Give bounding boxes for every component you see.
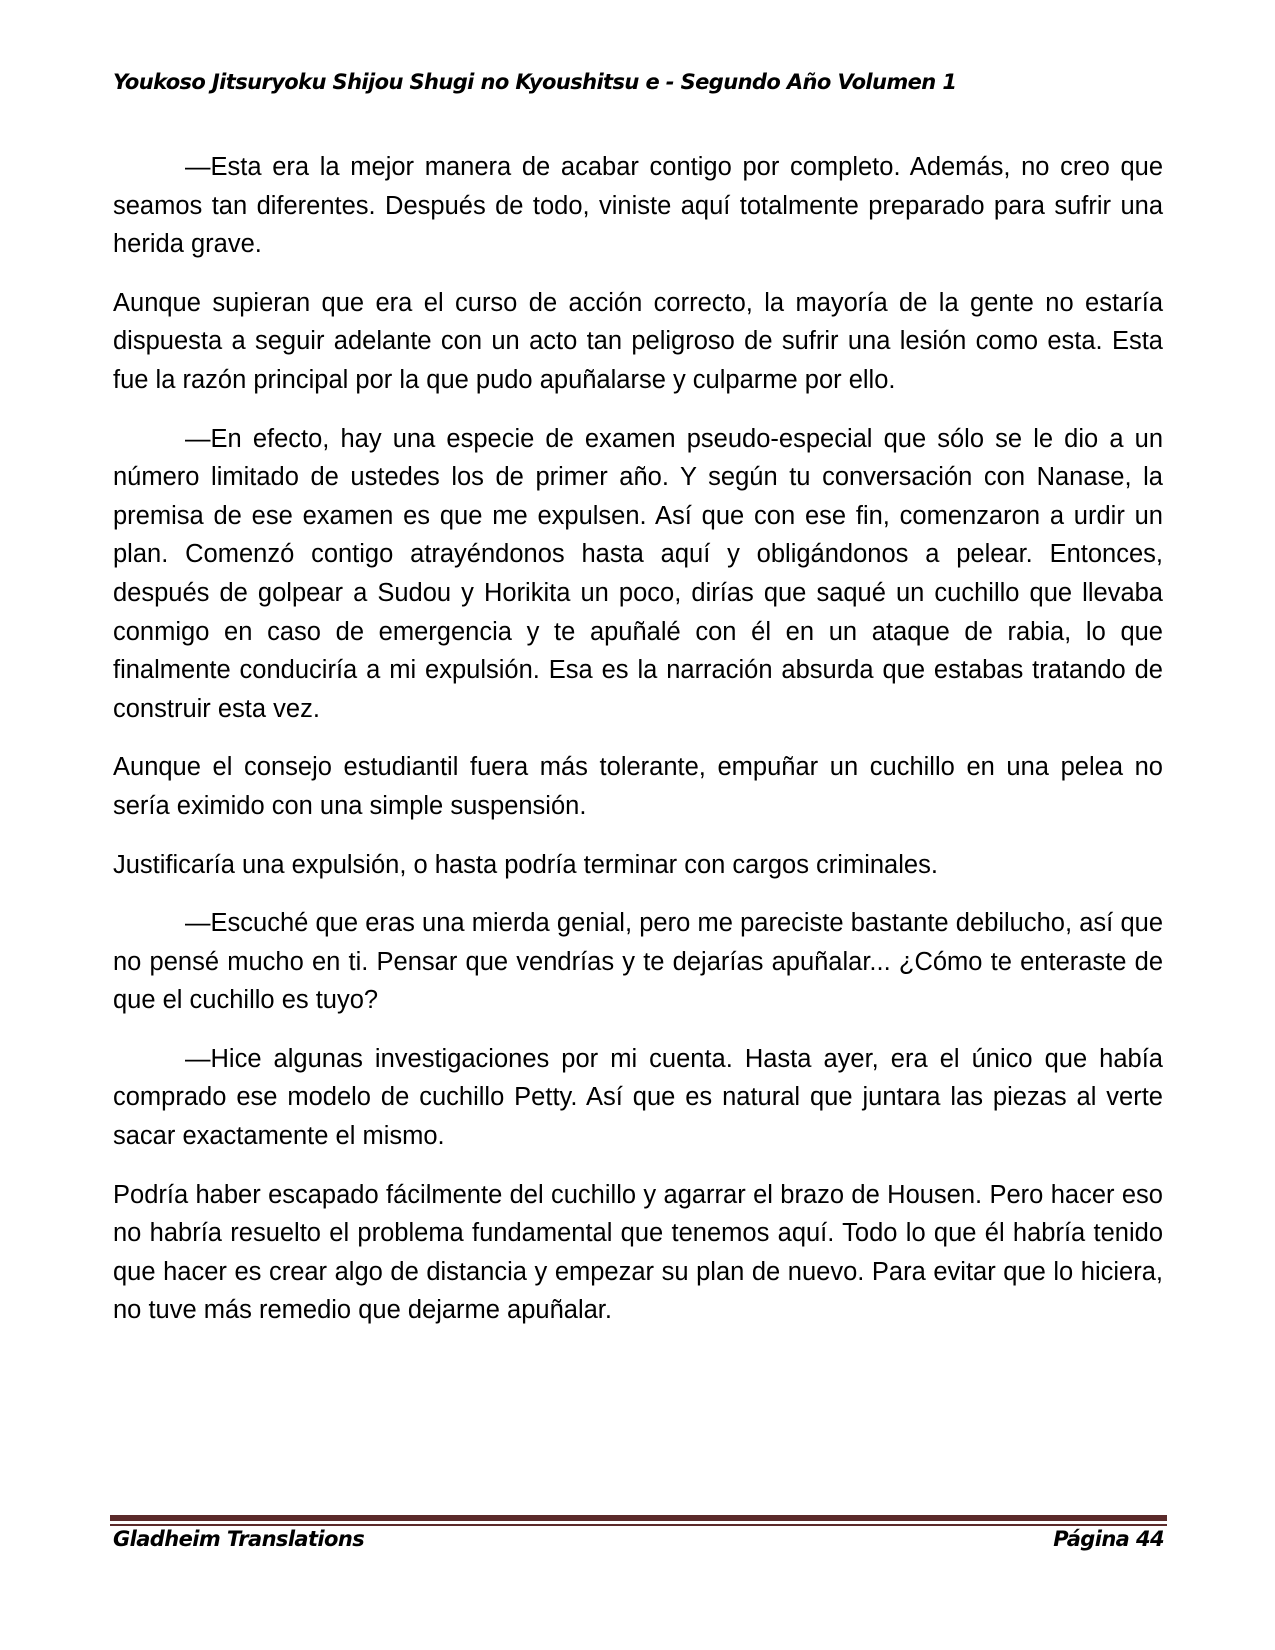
footer-divider-thick <box>110 1515 1167 1521</box>
paragraph: Aunque supieran que era el curso de acción correcto, la mayoría de la gente no estaría dispuesta a seguir adelante con un acto tan peligroso de sufrir una lesión como esta. Esta fue la razón principal por la que pudo apuñalarse y culparme por ello. <box>113 288 1163 394</box>
document-body <box>113 148 1163 1350</box>
paragraph: —Escuché que eras una mierda genial, pero me pareciste bastante debilucho, así que no pensé mucho en ti. Pensar que vendrías y te dejarías apuñalar... ¿Cómo te enteraste de que el cuchillo es tuyo? <box>113 909 1163 1015</box>
page-header-title: Youkoso Jitsuryoku Shijou Shugi no Kyoushitsu e - Segundo Año Volumen 1 <box>113 70 957 94</box>
footer-divider-thin <box>110 1524 1167 1526</box>
paragraph: Justificaría una expulsión, o hasta podría terminar con cargos criminales. <box>113 850 938 879</box>
paragraph: Aunque el consejo estudiantil fuera más tolerante, empuñar un cuchillo en una pelea no sería eximido con una simple suspensión. <box>113 753 1163 820</box>
paragraph: —Esta era la mejor manera de acabar contigo por completo. Además, no creo que seamos tan diferentes. Después de todo, viniste aquí totalmente preparado para sufrir una herida grave. <box>113 153 1163 259</box>
paragraph: Podría haber escapado fácilmente del cuchillo y agarrar el brazo de Housen. Pero hacer eso no habría resuelto el problema fundamental que tenemos aquí. Todo lo que él habría tenido que hacer es crear algo de distancia y empezar su plan de nuevo. Para evitar que lo hiciera, no tuve más remedio que dejarme apuñalar. <box>113 1180 1163 1325</box>
footer-translator-credit: Gladheim Translations <box>113 1527 365 1551</box>
page-number: Página 44 <box>1053 1527 1164 1551</box>
paragraph: —En efecto, hay una especie de examen pseudo-especial que sólo se le dio a un número limitado de ustedes los de primer año. Y según tu conversación con Nanase, la premisa de ese examen es que me expulsen. Así que con ese fin, comenzaron a urdir un plan. Comenzó contigo atrayéndonos hasta aquí y obligándonos a pelear. Entonces, después de golpear a Sudou y Horikita un poco, dirías que saqué un cuchillo que llevaba conmigo en caso de emergencia y te apuñalé con él en un ataque de rabia, lo que finalmente conduciría a mi expulsión. Esa es la narración absurda que estabas tratando de construir esta vez. <box>113 424 1163 723</box>
paragraph: —Hice algunas investigaciones por mi cuenta. Hasta ayer, era el único que había comprado ese modelo de cuchillo Petty. Así que es natural que juntara las piezas al verte sacar exactamente el mismo. <box>113 1044 1163 1151</box>
